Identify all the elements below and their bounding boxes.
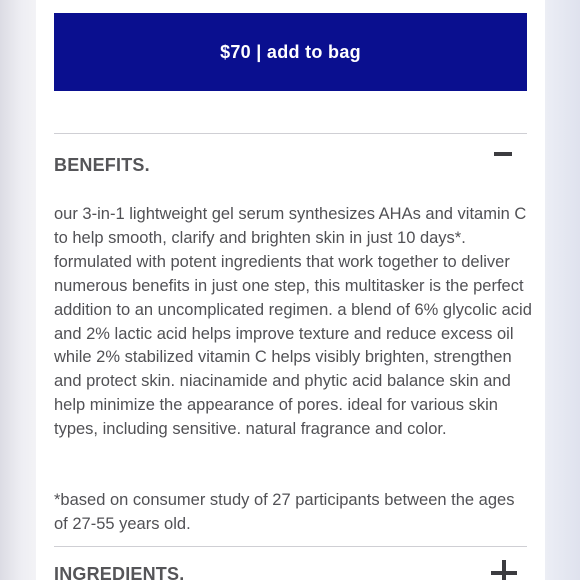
add-to-bag-button[interactable] [54,13,527,91]
benefits-footnote: *based on consumer study of 27 participants between the ages of 27-55 years old. [54,491,515,533]
divider [54,133,527,134]
left-edge-background [0,0,36,580]
product-details-panel [36,0,545,580]
right-edge-background [545,0,580,580]
ingredients-title: INGREDIENTS. [54,564,185,580]
benefits-description: our 3-in-1 lightweight gel serum synthesizes AHAs and vitamin C to help smooth, clarify and brighten skin in just 10 days*. formulated with potent ingredients that work together to deliver numerous benefits in just one step, this multitasker is the perfect addition to an uncomplicated regimen. a blend of 6% glycolic acid and 2% lactic acid helps improve texture and reduce excess oil while 2% stabilized vitamin C helps visibly brighten, strengthen and protect skin. niacinamide and phytic acid balance skin and help minimize the appearance of pores. ideal for various skin types, including sensitive. natural fragrance and color. [54,205,532,439]
divider [54,546,527,547]
minus-icon[interactable] [494,152,512,156]
benefits-title: BENEFITS. [54,155,150,175]
add-to-bag-label: $70 | add to bag [220,41,361,62]
plus-icon[interactable] [491,560,517,580]
